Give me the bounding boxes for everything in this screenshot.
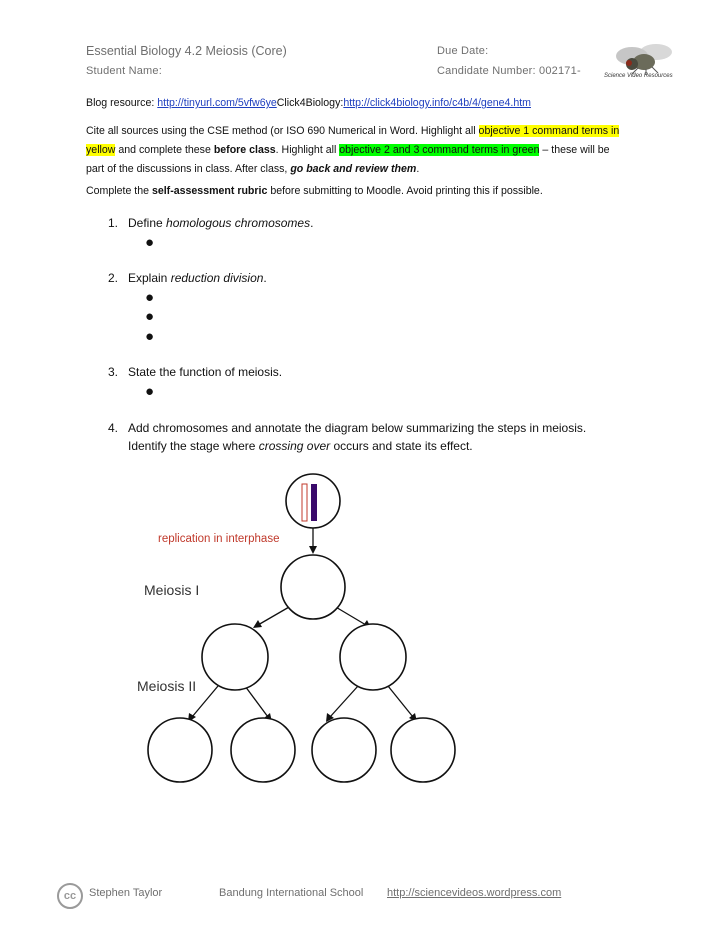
answer-bullet[interactable]: ● (145, 308, 155, 325)
instr-text: before submitting to Moodle. Avoid printing this if possible. (267, 185, 543, 197)
blog-resource-label: Blog resource: (86, 97, 158, 109)
q-text: . (310, 216, 314, 230)
blog-resource-link[interactable]: http://tinyurl.com/5vfw6ye (157, 97, 277, 109)
question-number: 2. (108, 271, 119, 285)
question-2-text (128, 271, 267, 285)
instr-text: Cite all sources using the CSE method (or ISO 690 Numerical in Word. Highlight all (86, 125, 479, 137)
cell-gamete-4 (391, 718, 455, 782)
q-em: homologous chromosomes (166, 216, 311, 230)
cell-meiosis1-left (202, 624, 268, 690)
question-4-line2 (128, 439, 473, 453)
q-text: Define (128, 216, 167, 230)
due-date-label: Due Date: (437, 45, 489, 57)
logo-caption: Science Video Resources (604, 73, 673, 79)
question-3-text (128, 365, 282, 379)
question-4 (108, 421, 118, 435)
instructions-paragraph (86, 122, 646, 179)
question-2 (108, 271, 118, 285)
q-text: Explain (128, 271, 171, 285)
cell-after-replication (281, 555, 345, 619)
answer-bullet[interactable]: ● (145, 289, 155, 306)
rubric-instruction (86, 182, 543, 201)
meiosis-diagram (130, 470, 570, 830)
instr-bold: before class (213, 144, 276, 156)
question-3 (108, 365, 118, 379)
q-text: State the function of meiosis. (128, 365, 283, 379)
arrow-mii-rl (330, 686, 358, 717)
highlight-green: objective 2 and 3 command terms in green (339, 144, 540, 156)
highlight-yellow: objective 1 command terms in (478, 125, 620, 137)
resources-line (86, 94, 531, 113)
q-text: . (263, 271, 267, 285)
question-number: 1. (108, 216, 119, 230)
q-text: occurs and state its effect. (330, 439, 473, 453)
arrow-mii-lr (245, 686, 268, 717)
worksheet-title: Essential Biology 4.2 Meiosis (Core) (86, 44, 287, 58)
q-text: Identify the stage where (128, 439, 259, 453)
question-number: 3. (108, 365, 119, 379)
q-text: Add chromosomes and annotate the diagram below summarizing the steps in meiosis. (128, 421, 587, 435)
q-em: crossing over (258, 439, 331, 453)
cell-gamete-2 (231, 718, 295, 782)
question-1 (108, 216, 118, 230)
footer-author: Stephen Taylor (89, 887, 163, 899)
answer-bullet[interactable]: ● (145, 328, 155, 345)
click4biology-link[interactable]: http://click4biology.info/c4b/4/gene4.htm (343, 97, 531, 109)
instr-text: . (416, 163, 420, 175)
arrowhead (309, 546, 317, 554)
instr-bold: self-assessment rubric (151, 185, 268, 197)
meiosis-1-label: Meiosis I (144, 582, 200, 598)
instr-italic: go back and review them (290, 163, 417, 175)
question-4-text (128, 421, 586, 435)
student-name-label: Student Name: (86, 65, 162, 77)
instr-text: part of the discussions in class. After class, (86, 163, 291, 175)
cell-meiosis1-right (340, 624, 406, 690)
footer-url-link[interactable]: http://sciencevideos.wordpress.com (387, 887, 562, 899)
question-1-text (128, 216, 313, 230)
chromosome-red (302, 484, 307, 521)
instr-text: – these will be (539, 144, 610, 156)
creative-commons-icon: cc (57, 883, 83, 909)
q-em: reduction division (170, 271, 264, 285)
cell-gamete-1 (148, 718, 212, 782)
highlight-yellow: yellow (86, 144, 116, 156)
instr-text: and complete these (115, 144, 214, 156)
replication-label: replication in interphase (158, 533, 280, 545)
meiosis-2-label: Meiosis II (137, 678, 197, 694)
click4biology-label: Click4Biology: (276, 97, 344, 109)
chromosome-purple (311, 484, 317, 521)
instr-text: Complete the (86, 185, 152, 197)
candidate-number-label: Candidate Number: 002171- (437, 65, 581, 77)
footer-school: Bandung International School (219, 887, 364, 899)
question-number: 4. (108, 421, 119, 435)
cell-gamete-3 (312, 718, 376, 782)
instr-text: . Highlight all (275, 144, 340, 156)
answer-bullet[interactable]: ● (145, 383, 155, 400)
arrow-mii-rr (388, 686, 413, 717)
answer-bullet[interactable]: ● (145, 234, 155, 251)
